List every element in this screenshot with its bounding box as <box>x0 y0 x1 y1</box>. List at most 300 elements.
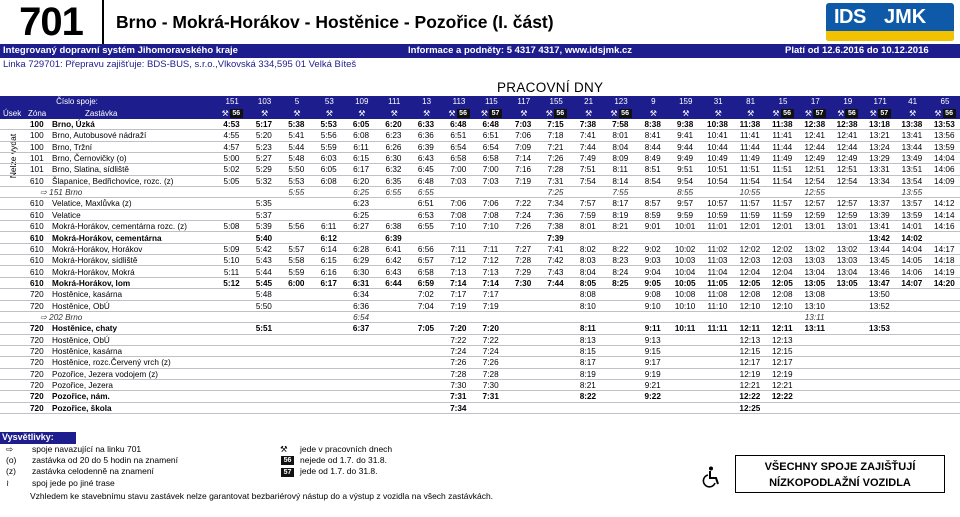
pick-icon: ⚒ <box>480 109 488 118</box>
departure-time: 13:31 <box>869 165 890 175</box>
departure-time: 12:05 <box>739 278 761 288</box>
departure-time: 5:39 <box>255 222 272 232</box>
departure-time: 6:00 <box>288 278 305 288</box>
stop-name: Pozořice, Jezera <box>52 381 113 391</box>
departure-time: 6:15 <box>320 256 337 266</box>
departure-time: 9:11 <box>644 324 661 334</box>
departure-time: 7:02 <box>417 290 434 300</box>
timetable-row <box>0 312 960 323</box>
departure-time: 14:06 <box>934 165 955 175</box>
departure-time: 11:04 <box>707 267 728 277</box>
departure-time: 12:38 <box>804 120 826 129</box>
departure-time: 6:25 <box>353 188 370 198</box>
departure-time: 5:23 <box>255 142 272 152</box>
stop-name: Šlapanice, Bedřichovice, rozc. (z) <box>52 176 174 186</box>
departure-time: 6:33 <box>417 120 435 129</box>
departure-time: 8:11 <box>579 324 596 334</box>
legend-symbol: (o) <box>6 455 17 466</box>
departure-time: 12:13 <box>772 335 793 345</box>
route-title: Brno - Mokrá-Horákov - Hostěnice - Pozořice (I. část) <box>116 12 554 32</box>
departure-time: 12:22 <box>739 392 761 402</box>
departure-time: 8:14 <box>612 176 629 186</box>
departure-time: 10:02 <box>674 244 696 254</box>
departure-time: 6:55 <box>385 188 402 198</box>
departure-time: 6:23 <box>353 199 370 209</box>
departure-time: 6:51 <box>417 199 434 209</box>
departure-time: 13:46 <box>869 267 890 277</box>
departure-time: 8:05 <box>579 278 597 288</box>
departure-time: 9:22 <box>644 392 661 402</box>
departure-time: 6:31 <box>352 278 370 288</box>
departure-time: 12:57 <box>804 199 825 209</box>
trip-number: 19 <box>843 97 853 106</box>
departure-time: 7:44 <box>579 142 596 152</box>
departure-time: 7:08 <box>482 210 499 220</box>
departure-time: 7:19 <box>515 176 532 186</box>
departure-time: 7:30 <box>450 381 467 391</box>
departure-time: 6:39 <box>417 142 434 152</box>
departure-time: 7:31 <box>547 176 564 186</box>
departure-time: 5:11 <box>223 267 240 277</box>
legend-symbol: ⚒ <box>280 444 288 454</box>
departure-time: 6:51 <box>450 131 467 141</box>
departure-time: 8:08 <box>579 290 596 300</box>
departure-time: 7:39 <box>547 233 564 243</box>
departure-time: 6:17 <box>353 165 370 175</box>
departure-time: 13:29 <box>869 154 890 164</box>
departure-time: 5:45 <box>255 278 273 288</box>
stop-name: Mokrá-Horákov, Horákov <box>52 244 143 254</box>
zone-cell: 101 <box>30 165 44 175</box>
departure-time: 6:20 <box>385 120 402 129</box>
zone-cell: 720 <box>30 381 44 391</box>
departure-time: 13:01 <box>836 222 858 232</box>
departure-time: 5:08 <box>223 222 240 232</box>
departure-time: 5:41 <box>288 131 305 141</box>
departure-time: 7:51 <box>579 165 596 175</box>
departure-time: 9:15 <box>644 347 661 356</box>
stop-name: Hostěnice, rozc.Červený vrch (z) <box>52 358 171 368</box>
timetable-row <box>0 346 960 357</box>
departure-time: 6:48 <box>450 120 467 129</box>
restriction-flag: 57 <box>813 109 826 118</box>
departure-time: 13:44 <box>901 142 923 152</box>
legend-symbol: 56 <box>281 456 294 465</box>
departure-time: 9:03 <box>644 256 661 266</box>
legend-text: spoje navazující na linku 701 <box>32 444 142 454</box>
departure-time: 9:04 <box>644 267 661 277</box>
departure-time: 12:17 <box>772 358 793 368</box>
zone-label: Zóna <box>28 109 47 118</box>
departure-time: 7:11 <box>483 244 499 254</box>
departure-time: 5:50 <box>288 165 305 175</box>
departure-time: 10:01 <box>674 222 696 232</box>
zone-cell: 720 <box>30 335 44 345</box>
trip-flags <box>670 109 702 118</box>
departure-time: 10:05 <box>674 278 696 288</box>
departure-time: 11:44 <box>772 142 793 152</box>
trip-flags <box>702 109 734 118</box>
departure-time: 7:26 <box>482 358 499 368</box>
trip-number: 9 <box>651 97 656 106</box>
departure-time: 8:11 <box>612 165 628 175</box>
departure-time: 7:36 <box>547 210 564 220</box>
restriction-flag: 56 <box>230 109 243 118</box>
stop-name: Hostěnice, ObÚ <box>52 301 110 311</box>
departure-time: 7:22 <box>482 335 499 345</box>
departure-time: 5:56 <box>288 222 305 232</box>
departure-time: 6:20 <box>353 176 370 186</box>
departure-time: 9:02 <box>644 244 661 254</box>
zone-cell: 610 <box>30 233 44 243</box>
trip-flags <box>378 109 410 118</box>
zone-cell: 720 <box>30 369 44 379</box>
departure-time: 7:00 <box>482 165 499 175</box>
departure-time: 12:51 <box>836 165 858 175</box>
departure-time: 13:38 <box>901 120 923 129</box>
departure-time: 13:10 <box>804 301 825 311</box>
departure-time: 5:35 <box>255 199 272 209</box>
trip-number: 103 <box>257 97 272 106</box>
departure-time: 5:59 <box>288 267 305 277</box>
departure-time: 13:34 <box>869 176 890 186</box>
trip-flags <box>572 109 604 118</box>
stop-name: Pozořice, Jezera vodojem (z) <box>52 369 159 379</box>
departure-time: 12:01 <box>772 222 793 232</box>
departure-time: 6:58 <box>450 154 467 164</box>
departure-time: 5:20 <box>255 131 272 141</box>
trip-flags <box>605 109 637 118</box>
departure-time: 12:08 <box>772 290 793 300</box>
departure-time: 8:49 <box>644 154 661 164</box>
day-type-title: PRACOVNÍ DNY <box>497 80 604 95</box>
timetable-row <box>0 380 960 391</box>
validity: Platí od 12.6.2016 do 10.12.2016 <box>785 45 929 56</box>
timetable-row <box>0 233 960 244</box>
legend-item <box>280 444 392 455</box>
trip-number: 41 <box>908 97 918 106</box>
stop-name: Velatice <box>52 210 81 220</box>
departure-time: 13:05 <box>804 278 826 288</box>
departure-time: 7:06 <box>450 199 467 209</box>
departure-time: 7:17 <box>482 290 499 300</box>
timetable-row <box>0 278 960 289</box>
departure-time: 12:41 <box>804 131 825 141</box>
departure-time: 8:24 <box>612 267 629 277</box>
stop-name: Brno, Tržní <box>52 142 93 152</box>
departure-time: 5:05 <box>223 176 240 186</box>
departure-time: 13:05 <box>836 278 858 288</box>
logo-jmk-text: JMK <box>884 6 927 28</box>
departure-time: 9:01 <box>644 222 661 232</box>
departure-time: 7:24 <box>482 347 499 356</box>
departure-time: 13:44 <box>869 244 890 254</box>
legend-text: jede od 1.7. do 31.8. <box>300 466 378 477</box>
departure-time: 12:01 <box>739 222 761 232</box>
departure-time: 8:13 <box>579 335 596 345</box>
trip-flags <box>313 109 345 118</box>
departure-time: 11:38 <box>739 120 761 129</box>
departure-time: 13:51 <box>901 165 923 175</box>
trip-flags <box>896 109 928 118</box>
departure-time: 12:10 <box>772 301 793 311</box>
departure-time: 12:15 <box>772 347 793 356</box>
trip-flags <box>508 109 540 118</box>
trip-number: 13 <box>422 97 432 106</box>
pick-icon: ⚒ <box>261 109 269 118</box>
departure-time: 13:56 <box>934 131 955 141</box>
departure-time: 8:57 <box>644 199 661 209</box>
departure-time: 9:17 <box>644 358 661 368</box>
stop-name: Brno, Černovičky (o) <box>52 154 127 164</box>
trip-flags <box>475 109 507 118</box>
departure-time: 8:09 <box>612 154 629 164</box>
trip-flags <box>281 109 313 118</box>
timetable-header <box>0 0 960 44</box>
departure-time: 11:01 <box>707 222 728 232</box>
departure-time: 6:34 <box>353 290 370 300</box>
zone-cell: 101 <box>30 154 44 164</box>
departure-time: 8:01 <box>612 131 629 141</box>
departure-time: 7:24 <box>450 347 467 356</box>
departure-time: 12:08 <box>739 290 761 300</box>
departure-time: 7:21 <box>547 142 564 152</box>
departure-time: 13:21 <box>869 131 890 141</box>
pick-icon: ⚒ <box>390 109 398 118</box>
departure-time: 12:21 <box>772 381 793 391</box>
departure-time: 11:57 <box>772 199 793 209</box>
departure-time: 11:11 <box>707 324 728 334</box>
departure-time: 5:55 <box>288 188 305 198</box>
departure-time: 5:51 <box>255 324 273 334</box>
departure-time: 9:41 <box>677 131 694 141</box>
departure-time: 9:05 <box>644 278 661 288</box>
departure-time: 5:10 <box>223 256 240 266</box>
zone-cell: 610 <box>30 278 44 288</box>
departure-time: 10:08 <box>674 290 696 300</box>
side-label-text: Nelze vydat <box>8 133 19 179</box>
trip-number-header <box>0 96 960 108</box>
departure-time: 6:48 <box>417 176 434 186</box>
departure-time: 8:03 <box>579 256 596 266</box>
timetable-row <box>0 391 960 402</box>
trip-flags <box>346 109 378 118</box>
column-header <box>0 108 960 119</box>
departure-time: 13:53 <box>869 324 890 334</box>
legend-text: spoj jede po jiné trase <box>32 477 115 488</box>
departure-time: 7:54 <box>579 176 596 186</box>
departure-time: 6:41 <box>385 244 402 254</box>
departure-time: 12:54 <box>804 176 825 186</box>
departure-time: 5:29 <box>255 165 272 175</box>
timetable-row <box>0 142 960 153</box>
departure-time: 6:32 <box>385 165 402 175</box>
departure-time: 11:54 <box>772 176 793 186</box>
departure-time: 14:16 <box>934 222 955 232</box>
departure-time: 8:17 <box>579 358 596 368</box>
departure-time: 8:44 <box>644 142 661 152</box>
departure-time: 12:59 <box>804 210 825 220</box>
legend-symbol: ≀ <box>6 477 10 488</box>
departure-time: 6:53 <box>417 210 434 220</box>
departure-time: 14:06 <box>901 267 923 277</box>
departure-time: 6:28 <box>353 244 370 254</box>
departure-time: 6:57 <box>417 256 434 266</box>
departure-time: 7:14 <box>450 278 467 288</box>
trip-flags <box>540 109 572 118</box>
departure-time: 7:09 <box>515 142 532 152</box>
departure-time: 12:03 <box>739 256 761 266</box>
stop-name: Mokrá-Horákov, lom <box>52 278 131 288</box>
departure-time: 6:38 <box>385 222 402 232</box>
departure-time: 9:49 <box>677 154 694 164</box>
departure-time: 8:15 <box>579 347 596 356</box>
accessibility-note: Vzhledem ke stavebnímu stavu zastávek nelze garantovat bezbariérový nástup do a výstup z vozidla na všech zastávkách. <box>30 491 494 501</box>
departure-time: 12:49 <box>804 154 825 164</box>
timetable-row <box>0 323 960 334</box>
departure-time: 12:57 <box>836 199 858 209</box>
departure-time: 12:05 <box>771 278 793 288</box>
restriction-flag: 56 <box>845 109 858 118</box>
pick-icon: ⚒ <box>293 109 301 118</box>
departure-time: 13:08 <box>804 290 825 300</box>
trip-number: 115 <box>485 97 498 106</box>
departure-time: 10:57 <box>707 199 728 209</box>
departure-time: 5:38 <box>288 120 305 129</box>
departure-time: 6:30 <box>385 154 402 164</box>
departure-time: 8:21 <box>579 381 596 391</box>
departure-time: 12:49 <box>836 154 858 164</box>
departure-time: 7:34 <box>547 199 564 209</box>
departure-time: 11:08 <box>707 290 728 300</box>
legend-item <box>6 466 178 477</box>
restriction-flag: 56 <box>781 109 794 118</box>
legend-symbol: 57 <box>281 468 294 477</box>
departure-time: 7:42 <box>547 256 564 266</box>
departure-time: 7:28 <box>482 369 499 379</box>
departure-time: 6:25 <box>353 210 370 220</box>
timetable-row <box>0 119 960 130</box>
departure-time: 12:51 <box>804 165 825 175</box>
zone-cell: 610 <box>30 199 44 209</box>
departure-time: 14:07 <box>901 278 923 288</box>
pick-icon: ⚒ <box>837 109 845 118</box>
stop-name: Hostěnice, kasárna <box>52 347 123 356</box>
departure-time: 7:31 <box>482 392 499 402</box>
departure-time: 12:10 <box>739 301 761 311</box>
departure-time: 6:30 <box>353 267 370 277</box>
logo-band <box>826 31 954 41</box>
departure-time: 13:11 <box>804 312 825 322</box>
departure-time: 7:38 <box>579 120 597 129</box>
departure-time: 9:57 <box>677 199 694 209</box>
timetable-row <box>0 153 960 164</box>
departure-time: 14:17 <box>934 244 955 254</box>
departure-time: 7:11 <box>450 244 466 254</box>
departure-time: 6:55 <box>417 222 434 232</box>
departure-time: 13:49 <box>901 154 923 164</box>
trip-flags <box>248 109 280 118</box>
departure-time: 14:04 <box>934 154 955 164</box>
departure-time: 6:16 <box>320 267 337 277</box>
departure-time: 8:54 <box>644 176 661 186</box>
trip-number: 111 <box>388 97 401 106</box>
departure-time: 13:11 <box>804 324 825 334</box>
departure-time: 8:19 <box>612 210 629 220</box>
departure-time: 7:28 <box>515 256 532 266</box>
departure-time: 7:31 <box>450 392 467 402</box>
departure-time: 13:03 <box>836 256 858 266</box>
system-name: Integrovaný dopravní systém Jihomoravského kraje <box>3 45 238 56</box>
departure-time: 12:55 <box>804 188 825 198</box>
departure-time: 5:58 <box>288 256 305 266</box>
restriction-flag: 57 <box>489 109 502 118</box>
departure-time: 13:01 <box>804 222 825 232</box>
departure-time: 13:24 <box>869 142 890 152</box>
trip-number: 171 <box>873 97 887 106</box>
departure-time: 7:15 <box>547 120 564 129</box>
departure-time: 8:10 <box>579 301 596 311</box>
departure-time: 4:53 <box>223 120 240 129</box>
departure-time: 6:17 <box>320 278 337 288</box>
departure-time: 4:57 <box>223 142 240 152</box>
departure-time: 12:02 <box>739 244 761 254</box>
departure-time: 12:59 <box>836 210 858 220</box>
departure-time: 7:19 <box>450 301 467 311</box>
departure-time: 6:54 <box>450 142 467 152</box>
departure-time: 13:57 <box>901 199 923 209</box>
legend-item <box>6 444 178 455</box>
departure-time: 9:21 <box>644 381 661 391</box>
departure-time: 12:41 <box>836 131 858 141</box>
departure-time: 13:04 <box>804 267 825 277</box>
departure-time: 8:59 <box>644 210 661 220</box>
trip-label: Číslo spoje: <box>56 97 98 106</box>
zone-cell: 720 <box>30 301 44 311</box>
trip-number: 113 <box>452 97 466 106</box>
departure-time: 10:54 <box>707 176 728 186</box>
trip-number: 159 <box>679 97 693 106</box>
stop-name: Hostěnice, chaty <box>52 324 118 334</box>
departure-time: 12:44 <box>836 142 858 152</box>
timetable-row <box>0 187 960 198</box>
departure-time: 5:53 <box>288 176 305 186</box>
departure-time: 12:38 <box>836 120 858 129</box>
departure-time: 5:27 <box>255 154 272 164</box>
zone-cell: 720 <box>30 403 44 413</box>
stop-name: Brno, Autobusové nádraží <box>52 131 147 141</box>
pick-icon: ⚒ <box>423 109 431 118</box>
departure-time: 5:40 <box>255 233 273 243</box>
line-number: 701 <box>0 0 104 44</box>
trip-flags <box>799 109 831 118</box>
departure-time: 12:22 <box>771 392 793 402</box>
legend-right <box>280 444 392 478</box>
legend-left <box>6 444 178 489</box>
pick-icon: ⚒ <box>682 109 690 118</box>
departure-time: 12:25 <box>739 403 761 413</box>
zone-cell: 720 <box>30 290 44 300</box>
trip-flags <box>410 109 442 118</box>
timetable-row <box>0 130 960 141</box>
departure-time: 10:44 <box>707 142 728 152</box>
departure-time: 13:45 <box>869 256 890 266</box>
timetable-row <box>0 267 960 278</box>
legend-text: jede v pracovních dnech <box>300 444 393 454</box>
pick-icon: ⚒ <box>772 109 780 118</box>
departure-time: 6:43 <box>385 267 402 277</box>
departure-time: 7:05 <box>417 324 435 334</box>
